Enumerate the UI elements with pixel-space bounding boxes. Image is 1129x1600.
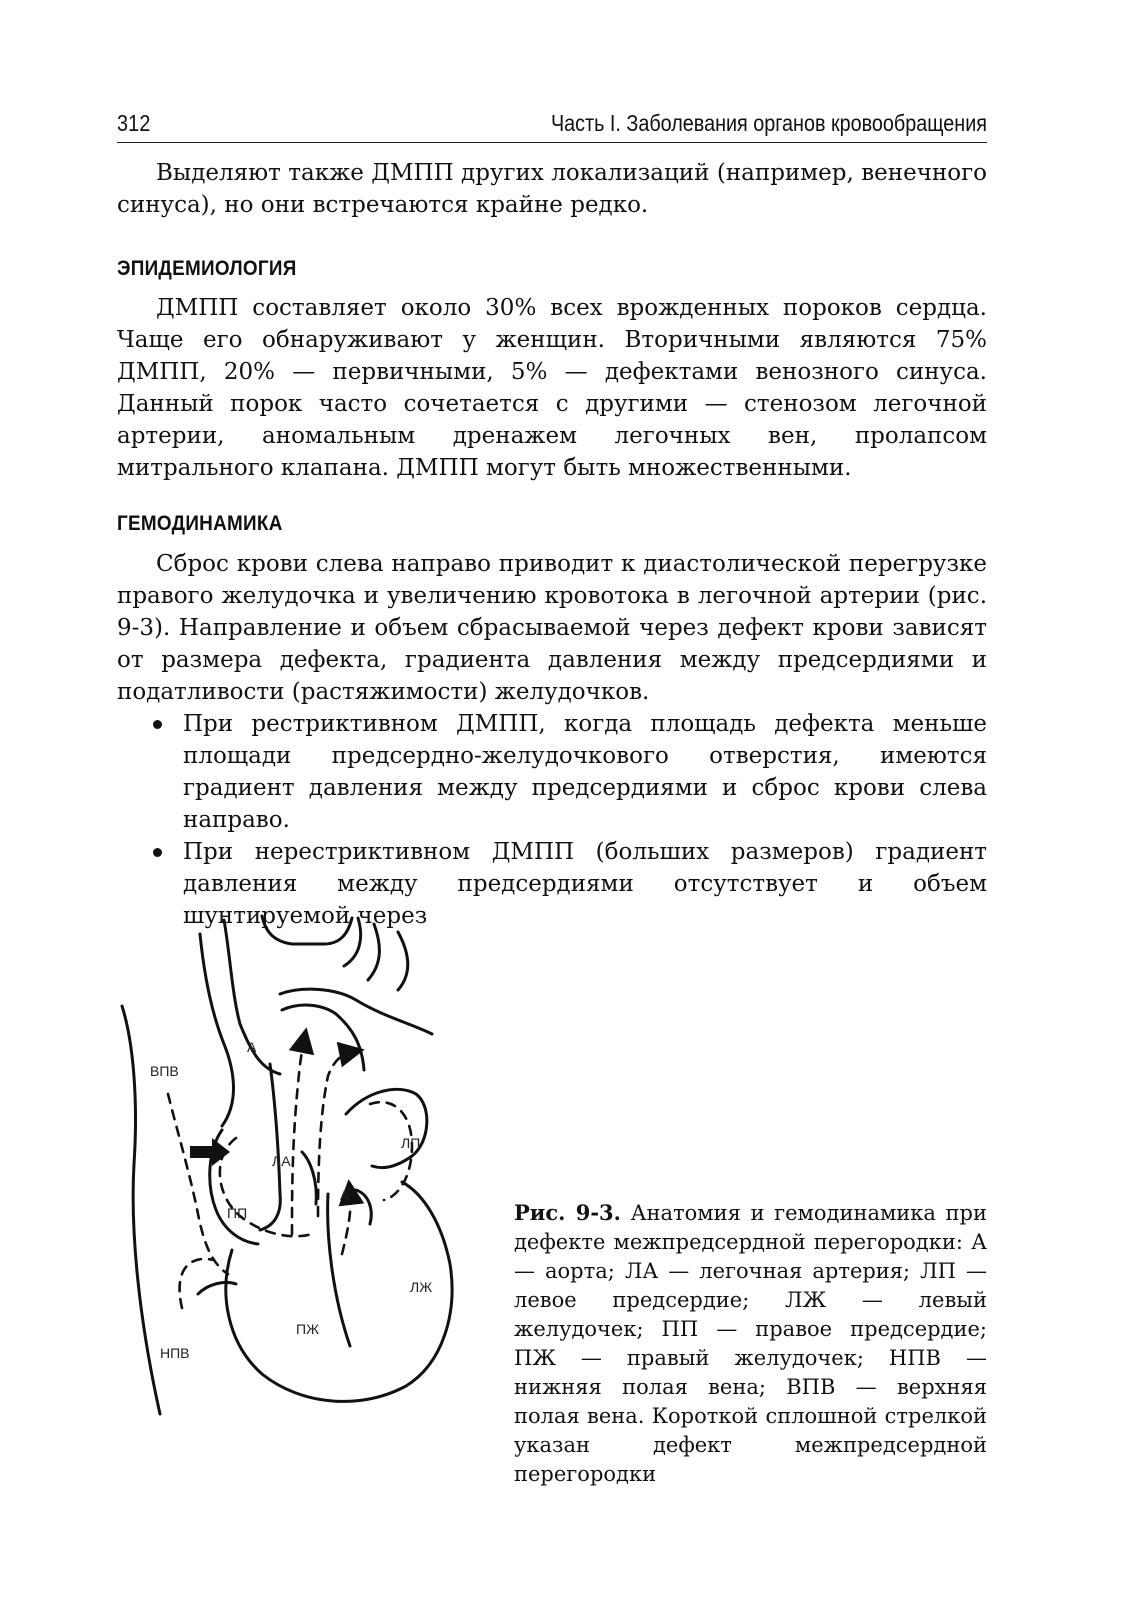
aorta-descending — [280, 989, 432, 1034]
label-ra: ПП — [227, 1205, 248, 1221]
mitral-leaflet — [356, 1190, 371, 1224]
label-rv: ПЖ — [296, 1321, 319, 1337]
aortic-valve-left — [302, 1152, 316, 1204]
bullet-text: При рестриктивном ДМПП, когда площадь дефекта меньше площади предсердно-желудочкового отверстия, имеются градиент давления между предсердиями и сброс крови слева направо. — [183, 711, 987, 833]
label-pa: ЛА — [272, 1153, 291, 1169]
label-svc: ВПВ — [150, 1063, 179, 1079]
brachiocephalic-vessels — [262, 916, 352, 944]
svc-flow-path — [168, 1094, 228, 1274]
bullet-icon — [153, 720, 162, 729]
pulmonary-artery-outline — [260, 1064, 280, 1230]
heart-diagram-svg — [112, 894, 512, 1454]
aorta-inner-curve — [282, 1005, 364, 1070]
bullet-icon — [153, 848, 162, 857]
intro-paragraph: Выделяют также ДМПП других локализаций (например, венечного синуса), но они встречаются крайне редко. — [117, 160, 987, 218]
left-atrium-outline — [346, 1089, 427, 1167]
carotid-vessels — [344, 918, 408, 990]
label-lv: ЛЖ — [410, 1279, 433, 1295]
label-ivc: НПВ — [160, 1345, 190, 1361]
caption-lead: Рис. 9-3. — [514, 1200, 621, 1225]
heart-diagram — [112, 894, 512, 1454]
hemodynamics-paragraph: Сброс крови слева направо приводит к диастолической перегрузке правого желудочка и увеличению кровотока в легочной артерии (рис. 9-3). Направление и объем сбрасываемой через дефект крови зависят от размера дефекта, градиента давления между предсердиями и податливости (растяжимости) желудочков. — [117, 551, 987, 705]
label-aorta-inner: А — [340, 1187, 350, 1203]
list-item — [117, 708, 987, 836]
ivc-flow-path — [180, 1259, 214, 1308]
figure-caption — [514, 1198, 987, 1489]
hemodynamics-heading: ГЕМОДИНАМИКА — [117, 512, 283, 535]
label-la: ЛП — [401, 1135, 421, 1151]
page-header — [117, 104, 987, 143]
caption-text: Анатомия и гемодинамика при дефекте межпредсердной перегородки: А — аорта; ЛА — легочная артерия; ЛП — левое предсердие; ЛЖ — левый желудочек; ПП — правое предсердие; ПЖ — правый желудочек; НПВ — нижняя полая вена; ВПВ — верхняя полая вена. Короткой сплошной стрелкой указан дефект межпредсердной перегородки — [514, 1201, 987, 1486]
ivc-wall — [198, 1282, 236, 1294]
septum-curve — [328, 1194, 350, 1346]
label-aorta-top: А — [247, 1039, 257, 1055]
epidemiology-heading: ЭПИДЕМИОЛОГИЯ — [117, 257, 297, 280]
bullet-text: При нерестриктивном ДМПП (больших размеров) градиент давления между предсердиями отсутствует и объем шунтируемой через — [183, 839, 987, 929]
running-title: Часть I. Заболевания органов кровообращения — [551, 110, 987, 136]
page-number: 312 — [117, 110, 151, 136]
pa-flow-path-left — [292, 1040, 304, 1234]
epidemiology-paragraph: ДМПП составляет около 30% всех врожденных пороков сердца. Чаще его обнаруживают у женщин. Вторичными являются 75% ДМПП, 20% — первичными, 5% — дефектами венозного синуса. Данный порок часто сочетается с другими — стенозом легочной артерии, аномальным дренажем легочных вен, пролапсом митрального клапана. ДМПП могут быть множественными. — [117, 295, 987, 481]
shunt-flow-path — [220, 1138, 312, 1236]
